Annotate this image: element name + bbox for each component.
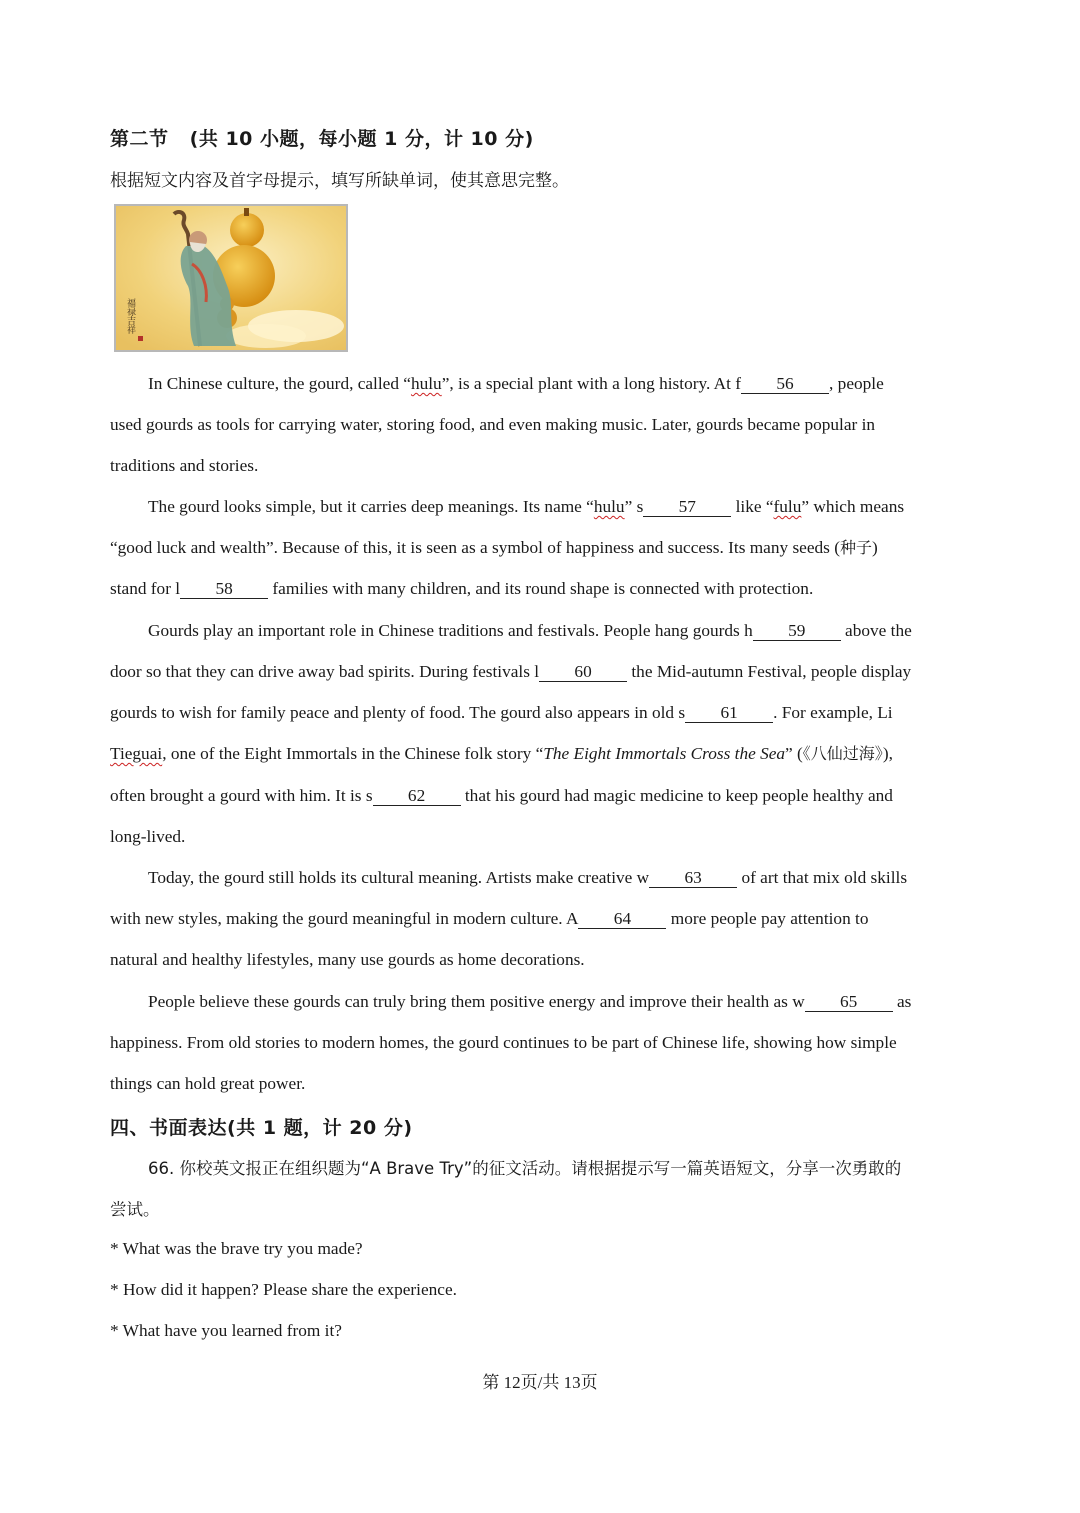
text-segment: ) bbox=[871, 538, 878, 557]
text-segment: ), bbox=[882, 744, 893, 763]
text-segment: that his gourd had magic medicine to keep people healthy and bbox=[460, 786, 893, 805]
section-2-subtitle: (共 10 小题，每小题 1 分，计 10 分) bbox=[189, 128, 534, 150]
seal-text bbox=[125, 297, 136, 335]
answer-blank-58[interactable]: 58 bbox=[180, 580, 268, 599]
text-segment: The gourd looks simple, but it carries deep meanings. Its name “ bbox=[148, 497, 594, 516]
term-hulu: hulu bbox=[410, 374, 442, 393]
section-2-title: 第二节 bbox=[110, 128, 169, 150]
passage-line-8 bbox=[110, 661, 970, 683]
text-segment: ” ( bbox=[785, 744, 803, 763]
section-2-instruction: 根据短文内容及首字母提示，填写所缺单词，使其意思完整。 bbox=[110, 171, 569, 191]
passage-line-13 bbox=[148, 867, 970, 889]
term-hulu: hulu bbox=[593, 497, 625, 516]
passage-line-4 bbox=[148, 496, 970, 518]
text-segment: Gourds play an important role in Chinese traditions and festivals. People hang gourds h bbox=[148, 621, 753, 640]
gourd-immortal-illustration bbox=[114, 204, 348, 352]
passage-line-1 bbox=[148, 373, 970, 395]
text-segment: as bbox=[892, 992, 912, 1011]
answer-blank-63[interactable]: 63 bbox=[649, 869, 737, 888]
passage-line-10 bbox=[110, 743, 970, 765]
text-segment: Today, the gourd still holds its cultural meaning. Artists make creative w bbox=[148, 868, 650, 887]
text-segment: gourds to wish for family peace and plenty of food. The gourd also appears in old s bbox=[110, 703, 686, 722]
text-segment: . For example, Li bbox=[773, 703, 893, 722]
section-4-subtitle: (共 1 题，计 20 分) bbox=[227, 1117, 413, 1139]
answer-blank-57[interactable]: 57 bbox=[643, 498, 731, 517]
svg-text:福禄吉祥: 福禄吉祥 bbox=[125, 298, 135, 334]
prompt-bullet-2: * How did it happen? Please share the experience. bbox=[110, 1280, 457, 1299]
answer-blank-65[interactable]: 65 bbox=[805, 993, 893, 1012]
passage-line-9 bbox=[110, 702, 970, 724]
text-segment: door so that they can drive away bad spirits. During festivals l bbox=[110, 662, 540, 681]
answer-blank-56[interactable]: 56 bbox=[741, 375, 829, 394]
page-number-footer: 第 12页/共 13页 bbox=[482, 1373, 598, 1392]
term-fulu: fulu bbox=[773, 497, 802, 516]
passage-line-14 bbox=[110, 908, 970, 930]
text-segment: with new styles, making the gourd meaningful in modern culture. A bbox=[110, 909, 579, 928]
text-segment: “good luck and wealth”. Because of this, it is seen as a symbol of happiness and success. Its many seeds ( bbox=[110, 538, 840, 557]
answer-blank-64[interactable]: 64 bbox=[578, 910, 666, 929]
passage-line-11 bbox=[110, 785, 970, 807]
passage-line-6 bbox=[110, 578, 970, 600]
text-segment: , one of the Eight Immortals in the Chinese folk story “ bbox=[162, 744, 544, 763]
text-segment: People believe these gourds can truly bring them positive energy and improve their health as w bbox=[148, 992, 805, 1011]
passage-line-7 bbox=[148, 620, 970, 642]
text-segment: above the bbox=[840, 621, 912, 640]
passage-line-18: things can hold great power. bbox=[110, 1074, 306, 1093]
passage-line-15: natural and healthy lifestyles, many use gourds as home decorations. bbox=[110, 950, 585, 969]
section-4-heading bbox=[110, 1113, 413, 1140]
text-segment: stand for l bbox=[110, 579, 181, 598]
section-2-heading bbox=[110, 124, 534, 151]
text-segment: families with many children, and its round shape is connected with protection. bbox=[268, 579, 814, 598]
illustration-svg bbox=[116, 206, 346, 350]
text-segment: ”, is a special plant with a long history. At f bbox=[441, 374, 742, 393]
text-segment: the Mid-autumn Festival, people display bbox=[627, 662, 912, 681]
answer-blank-59[interactable]: 59 bbox=[753, 622, 841, 641]
question-66-line-2: 尝试。 bbox=[110, 1200, 160, 1219]
passage-line-12: long-lived. bbox=[110, 827, 186, 846]
prompt-bullet-1: * What was the brave try you made? bbox=[110, 1239, 363, 1258]
passage-line-5 bbox=[110, 537, 970, 559]
passage-line-3: traditions and stories. bbox=[110, 456, 259, 475]
text-segment: often brought a gourd with him. It is s bbox=[110, 786, 373, 805]
answer-blank-60[interactable]: 60 bbox=[539, 663, 627, 682]
passage-line-16 bbox=[148, 991, 970, 1013]
text-segment: , people bbox=[829, 374, 884, 393]
passage-line-17: happiness. From old stories to modern homes, the gourd continues to be part of Chinese life, showing how simple bbox=[110, 1033, 897, 1052]
red-stamp-icon bbox=[138, 336, 143, 341]
prompt-bullet-3: * What have you learned from it? bbox=[110, 1321, 342, 1340]
text-segment: ” which means bbox=[801, 497, 905, 516]
text-segment: like “ bbox=[731, 497, 774, 516]
section-4-title: 四、书面表达 bbox=[110, 1117, 228, 1139]
chinese-story-title: 《八仙过海》 bbox=[802, 744, 883, 763]
text-segment: more people pay attention to bbox=[666, 909, 869, 928]
passage-line-2: used gourds as tools for carrying water, storing food, and even making music. Later, gourds became popular in bbox=[110, 415, 876, 434]
text-segment: of art that mix old skills bbox=[737, 868, 908, 887]
chinese-gloss-seeds: 种子 bbox=[839, 538, 872, 557]
text-segment: ” s bbox=[624, 497, 644, 516]
text-segment: In Chinese culture, the gourd, called “ bbox=[148, 374, 411, 393]
answer-blank-62[interactable]: 62 bbox=[373, 787, 461, 806]
answer-blank-61[interactable]: 61 bbox=[685, 704, 773, 723]
story-title: The Eight Immortals Cross the Sea bbox=[543, 744, 786, 763]
term-tieguai: Tieguai bbox=[110, 744, 163, 763]
question-66-line-1: 66. 你校英文报正在组织题为“A Brave Try”的征文活动。请根据提示写一篇英语短文，分享一次勇敢的 bbox=[148, 1159, 902, 1178]
